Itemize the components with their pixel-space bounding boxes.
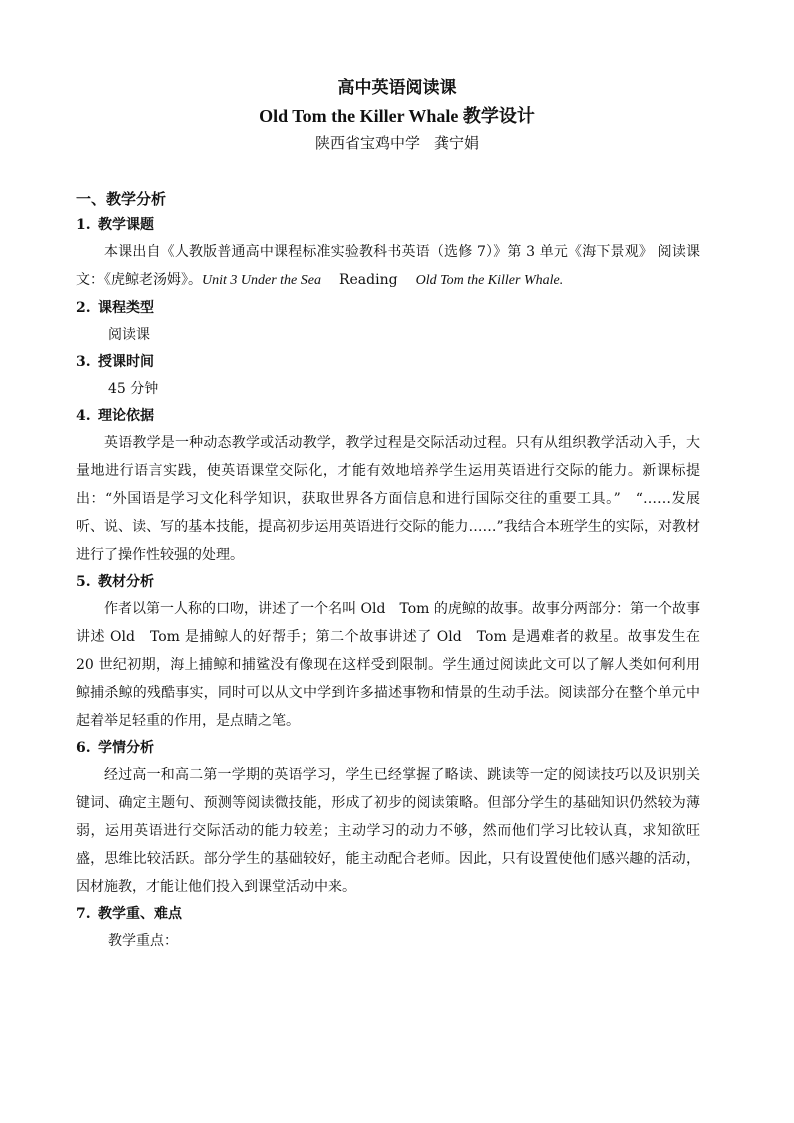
subsection-text-7: 教学重点：	[108, 933, 178, 949]
subsection-heading-3	[76, 349, 700, 375]
subsection-number: 6.	[76, 740, 91, 756]
subsection-number: 7.	[76, 906, 91, 922]
subsection-title: 授课时间	[98, 354, 154, 370]
subsection-text-5: 作者以第一人称的口吻，讲述了一个名叫 Old Tom 的虎鲸的故事。故事分两部分：第一个故事讲述 Old Tom 是捕鲸人的好帮手；第二个故事讲述了 Old Tom 是遇难者的救星。故事发生在 20 世纪初期，海上捕鲸和捕鲨没有像现在这样受到限制。学生通过阅读此文可以了解人类如何利用鲸捕杀鲸的残酷事实，同时可以从文中学到许多描述事物和情景的生动手法。阅读部分在整个单元中起着举足轻重的作用，是点睛之笔。	[76, 601, 700, 729]
subsection-title: 教材分析	[98, 574, 154, 590]
document-body	[76, 186, 700, 955]
subsection-title: 理论依据	[98, 408, 154, 424]
author-name: 龚宁娟	[434, 134, 480, 152]
subsection-heading-2	[76, 295, 700, 321]
subsection-number: 1.	[76, 217, 91, 233]
author-line	[0, 132, 794, 154]
subsection-text-3: 45 分钟	[108, 381, 159, 397]
subsection-text-6: 经过高一和高二第一学期的英语学习，学生已经掌握了略读、跳读等一定的阅读技巧以及识别关键词、确定主题句、预测等阅读微技能，形成了初步的阅读策略。但部分学生的基础知识仍然较为薄弱，运用英语进行交际活动的能力较差；主动学习的动力不够，然而他们学习比较认真，求知欲旺盛，思维比较活跃。部分学生的基础较好，能主动配合老师。因此，只有设置使他们感兴趣的活动，因材施教，才能让他们投入到课堂活动中来。	[76, 767, 700, 895]
subsection-heading-1	[76, 212, 700, 238]
subsection-title: 教学课题	[98, 217, 154, 233]
school-name: 陕西省宝鸡中学	[314, 134, 420, 152]
subsection-title: 课程类型	[98, 300, 154, 316]
subsection-number: 4.	[76, 408, 91, 424]
subsection-text-2: 阅读课	[108, 327, 150, 343]
document-title-en: Old Tom the Killer Whale 教学设计	[259, 106, 535, 126]
course-source-text: 本课出自《人教版普通高中课程标准实验教科书英语（选修 7）》第 3 单元《海下景观》 阅读课文：《虎鲸老汤姆》。	[76, 244, 700, 288]
subsection-title: 学情分析	[98, 740, 154, 756]
subsection-title: 教学重、难点	[98, 906, 182, 922]
unit-title: Unit 3 Under the Sea	[202, 273, 321, 288]
subsection-text-4: 英语教学是一种动态教学或活动教学，教学过程是交际活动过程。只有从组织教学活动入手，大量地进行语言实践，使英语课堂交际化，才能有效地培养学生运用英语进行交际的能力。新课标提出：“外国语是学习文化科学知识，获取世界各方面信息和进行国际交往的重要工具。” “……发展听、说、读、写的基本技能，提高初步运用英语进行交际的能力……”我结合本班学生的实际，对教材进行了操作性较强的处理。	[76, 435, 700, 563]
document-title-cn: 高中英语阅读课	[337, 78, 457, 98]
subsection-number: 2.	[76, 300, 91, 316]
subsection-heading-7	[76, 901, 700, 927]
subsection-heading-6	[76, 735, 700, 761]
subsection-number: 5.	[76, 574, 91, 590]
text-title: Old Tom the Killer Whale	[415, 273, 560, 288]
reading-label: Reading	[338, 272, 398, 288]
subsection-heading-4	[76, 403, 700, 429]
text-period: .	[559, 273, 564, 288]
subsection-heading-5	[76, 569, 700, 595]
subsection-number: 3.	[76, 354, 91, 370]
section-heading: 一、教学分析	[76, 190, 167, 208]
subsection-text-1	[76, 238, 700, 295]
